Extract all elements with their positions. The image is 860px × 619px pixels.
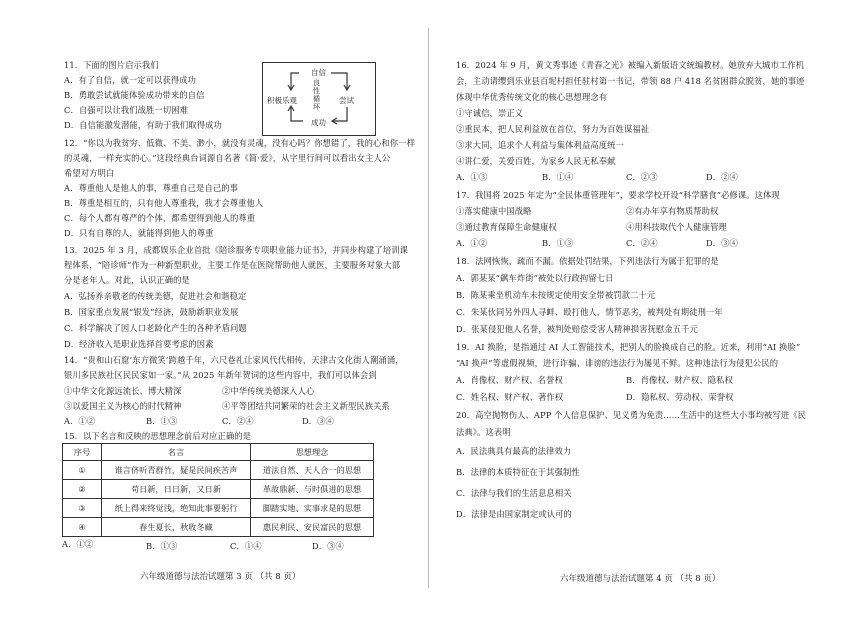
page-footer-right: 六年级道德与法治试题第 4 页 （共 8 页） bbox=[560, 574, 721, 584]
table-cell: ② bbox=[63, 480, 102, 499]
q17-option-a: A．①② bbox=[456, 238, 488, 248]
table-header: 名言 bbox=[102, 444, 251, 461]
q17-option-c: C．②④ bbox=[626, 238, 658, 248]
q12-option-c: C．每个人都有尊严的个体，都希望得到他人的尊重 bbox=[64, 213, 256, 223]
diagram-left-label: 积极乐观 bbox=[267, 96, 297, 105]
page-divider bbox=[428, 28, 429, 588]
table-cell: 谁言侪听青群竹，疑是民间疾苦声 bbox=[102, 461, 251, 480]
table-cell: 脚踏实地、实事求是的思想 bbox=[251, 499, 374, 518]
q12-option-d: D．只有自尊的人，就能得到他人的尊重 bbox=[64, 228, 214, 238]
table-cell: 春生夏长，秋收冬藏 bbox=[102, 518, 251, 537]
diagram-right-label: 尝试 bbox=[339, 96, 354, 105]
q17-item-3: ③通过教育保障生命健康权 bbox=[456, 222, 557, 232]
q13-stem-2: 程体系，“陪诊师”作为一种新型职业，主要工作是在医院帮助他人就医，主要服务对象大部 bbox=[64, 260, 401, 270]
table-cell: 苟日新，日日新，又日新 bbox=[102, 480, 251, 499]
q16-item-4: ④讲仁爱，关爱百姓，为家乡人民无私奉献 bbox=[456, 156, 616, 166]
q18-stem: 18．法网恢恢，疏而不漏。依据处罚结果，下列违法行为属于犯罪的是 bbox=[456, 256, 719, 266]
q15-stem: 15．以下名言和反映的思想理念前后对应正确的是 bbox=[64, 431, 252, 441]
q18-option-a: A．郭某某“飙车炸街”被处以行政拘留七日 bbox=[456, 273, 614, 283]
q12-option-b: B．尊重是相互的，只有他人尊重我，我才会尊重他人 bbox=[64, 198, 264, 208]
q12-stem-2: 的灵魂，一样充实的心。”这段经典台词源自名著《简·爱》，从字里行间可以看出女主人公 bbox=[64, 153, 391, 163]
q18-option-b: B．陈某乘坐机动车未按规定使用安全带被罚款二十元 bbox=[456, 290, 656, 300]
table-cell: ③ bbox=[63, 499, 102, 518]
q11-option-a: A．有了自信，就一定可以获得成功 bbox=[64, 75, 197, 85]
q12-stem-1: 12．“你以为我贫穷、低微、不美、渺小，就没有灵魂，没有心吗？你想错了，我的心和你一样 bbox=[64, 138, 415, 148]
q16-item-2: ②重民本，把人民利益放在首位，努力为百姓谋福祉 bbox=[456, 124, 650, 134]
q11-option-d: D．自信能激发潜能，有助于我们取得成功 bbox=[64, 120, 222, 130]
q15-table bbox=[62, 443, 374, 537]
q20-option-d: D．法律是由国家制定或认可的 bbox=[456, 509, 572, 519]
diagram-bottom-label: 成功 bbox=[311, 118, 326, 127]
q13-stem-3: 分是老年人。对此，认识正确的是 bbox=[64, 275, 190, 285]
diagram-top-label: 自信 bbox=[311, 68, 326, 77]
q17-item-1: ①落实健康中国战略 bbox=[456, 206, 532, 216]
table-row bbox=[63, 518, 374, 537]
diagram-center-label: 良性循环 bbox=[313, 79, 320, 111]
q14-stem-2: 银川多民族社区民民家如一家。”从 2025 年新年贺词的这些内容中，我们可以体会到 bbox=[64, 370, 377, 380]
q19-stem-1: 19．AI 换脸，是指通过 AI 人工智能技术，把别人的脸换成自己的脸。近来，利用“AI 换脸” bbox=[456, 342, 801, 352]
q19-option-d: D．隐私权、劳动权、荣誉权 bbox=[626, 392, 734, 402]
q19-option-b: B．肖像权、财产权、隐私权 bbox=[626, 375, 733, 385]
q13-option-b: B．国家重点发展“银发”经济，鼓励新职业发展 bbox=[64, 307, 239, 317]
q12-option-a: A．尊重他人是他人的事，尊重自己是自己的事 bbox=[64, 183, 239, 193]
q14-option-c: C．②④ bbox=[222, 416, 254, 426]
q18-option-c: C．朱某伙同另外四人寻衅、殴打他人，情节恶劣，被判处有期徒刑一年 bbox=[456, 307, 723, 317]
q16-stem-1: 16．2024 年 9 月，黄文秀事迹《青春之光》被编入新版语文统编教材。她放弃大城市工作机 bbox=[456, 60, 805, 70]
q16-option-a: A．①③ bbox=[456, 172, 488, 182]
table-cell: 纸上得来终觉浅，绝知此事要躬行 bbox=[102, 499, 251, 518]
q14-item-3: ③以爱国主义为核心的时代精神 bbox=[64, 401, 182, 411]
q19-stem-2: “AI 换声”等虚假视频，进行诈骗、诽谤的违法行为屡见不鲜。这种违法行为侵犯公民的 bbox=[456, 358, 779, 368]
q11-stem: 11．下面的图片启示我们 bbox=[64, 60, 159, 70]
q20-option-a: A．民法典具有最高的法律效力 bbox=[456, 446, 572, 456]
table-cell: 惠民利民、安民富民的思想 bbox=[251, 518, 374, 537]
table-cell: 革故鼎新、与时俱进的思想 bbox=[251, 480, 374, 499]
q14-item-2: ②中华传统美德深入人心 bbox=[222, 386, 315, 396]
q17-stem: 17．我国将 2025 年定为“全民体重管理年”，要求学校开设“科学膳食”必修课。这体现 bbox=[456, 190, 780, 200]
q15-option-d: D．③④ bbox=[312, 541, 344, 551]
q17-option-b: B．①③ bbox=[542, 238, 574, 248]
q16-option-c: C．②③ bbox=[626, 172, 658, 182]
right-exam-page bbox=[430, 0, 860, 619]
q14-stem-1: 14．“贵和山石窟‘东方微笑’跨越千年，六尺巷礼让家风代代相传，天津古文化街人潮涌涌， bbox=[64, 355, 404, 365]
table-cell: 道法自然、天人合一的思想 bbox=[251, 461, 374, 480]
q14-option-a: A．①② bbox=[64, 416, 96, 426]
q14-item-4: ④平等团结共同繁荣的社会主义新型民族关系 bbox=[222, 401, 390, 411]
q11-option-b: B．勇敢尝试就能体验成功带来的自信 bbox=[64, 90, 205, 100]
q11-option-c: C．自强可以让我们战胜一切困难 bbox=[64, 105, 189, 115]
q17-option-d: D．③④ bbox=[706, 238, 738, 248]
q19-option-c: C．姓名权、财产权、著作权 bbox=[456, 392, 564, 402]
q13-option-d: D．经济收入是职业选择首要考虑的因素 bbox=[64, 339, 214, 349]
q20-stem-2: 法典》。这表明 bbox=[456, 427, 511, 437]
q15-option-b: B．①③ bbox=[146, 541, 178, 551]
table-cell: ① bbox=[63, 461, 102, 480]
table-header: 思想理念 bbox=[251, 444, 374, 461]
q14-option-d: D．③④ bbox=[302, 416, 334, 426]
q14-item-1: ①中华文化源远流长、博大精深 bbox=[64, 386, 182, 396]
q16-stem-2: 会，主动请缨到乐业县百坭村担任驻村第一书记，带领 88 户 418 名贫困群众脱贫，她的事迹 bbox=[456, 76, 805, 86]
q16-option-d: D．②④ bbox=[706, 172, 738, 182]
q16-item-1: ①守诚信，崇正义 bbox=[456, 108, 524, 118]
q20-option-b: B．法律的本质特征在于其强制性 bbox=[456, 467, 580, 477]
q15-option-a: A．①② bbox=[62, 539, 94, 549]
table-row bbox=[63, 480, 374, 499]
q16-option-b: B．①④ bbox=[542, 172, 574, 182]
q13-option-c: C．科学解决了因人口老龄化产生的各种矛盾问题 bbox=[64, 323, 247, 333]
confidence-cycle-diagram bbox=[262, 62, 376, 136]
q18-option-d: D．张某侵犯他人名誉，被判处赔偿受害人精神损害抚慰金五千元 bbox=[456, 324, 698, 334]
table-row bbox=[63, 461, 374, 480]
q20-option-c: C．法律与我们的生活息息相关 bbox=[456, 488, 572, 498]
q16-stem-3: 体现中华优秀传统文化的核心思想理念有 bbox=[456, 92, 608, 102]
q16-item-3: ③求大同，追求个人利益与集体利益高度统一 bbox=[456, 140, 624, 150]
table-row bbox=[63, 499, 374, 518]
q17-item-2: ②有办年享有物质帮助权 bbox=[626, 206, 719, 216]
q13-stem-1: 13．2025 年 3 月，成都娱乐企业首批《陪诊服务专项职业能力证书》，并同步构建了培训课 bbox=[64, 245, 409, 255]
q13-option-a: A．弘扬养亲敬老的传统美德，促进社会和谐稳定 bbox=[64, 291, 247, 301]
table-header: 序号 bbox=[63, 444, 102, 461]
q12-stem-3: 希望对方明白 bbox=[64, 168, 115, 178]
left-exam-page bbox=[0, 0, 428, 619]
table-header-row bbox=[63, 444, 374, 461]
q17-item-4: ④用科技取代个人健康管理 bbox=[626, 222, 727, 232]
q20-stem-1: 20．高空抛物伤人、APP 个人信息保护、见义勇为免责……生活中的这些大小事均被写进《民 bbox=[456, 410, 807, 420]
table-cell: ④ bbox=[63, 518, 102, 537]
q19-option-a: A．肖像权、财产权、名誉权 bbox=[456, 375, 563, 385]
q14-option-b: B．①③ bbox=[146, 416, 178, 426]
q15-option-c: C．①④ bbox=[230, 541, 262, 551]
page-footer-left: 六年级道德与法治试题第 3 页 （共 8 页） bbox=[140, 572, 301, 582]
